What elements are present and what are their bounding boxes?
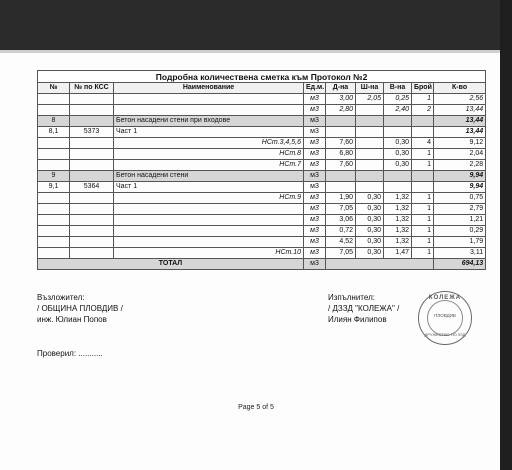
company-stamp	[418, 291, 472, 345]
cell-length: 7,05	[326, 204, 356, 215]
cell-no	[38, 226, 70, 237]
cell-no: 8,1	[38, 127, 70, 138]
cell-count	[412, 182, 434, 193]
cell-unit: м3	[304, 182, 326, 193]
table-header-row	[38, 83, 486, 94]
cell-quantity: 3,11	[434, 248, 486, 259]
cell-height	[384, 116, 412, 127]
cell-width: 0,30	[356, 204, 384, 215]
cell-unit: м3	[304, 226, 326, 237]
client-organization: / ОБЩИНА ПЛОВДИВ /	[37, 304, 123, 313]
cell-width	[356, 160, 384, 171]
cell-quantity: 1,21	[434, 215, 486, 226]
cell-length	[326, 182, 356, 193]
cell-quantity: 13,44	[434, 105, 486, 116]
cell-kss-no	[70, 204, 114, 215]
stamp-center-text: ПЛОВДИВ	[434, 313, 456, 318]
cell-no	[38, 193, 70, 204]
page-top-shadow	[0, 50, 500, 53]
cell-kss-no	[70, 226, 114, 237]
table-row	[38, 116, 486, 127]
table-row	[38, 193, 486, 204]
cell-length: 7,60	[326, 160, 356, 171]
cell-name: НСт.8	[114, 149, 304, 160]
table-row	[38, 248, 486, 259]
header-width: Ш-на	[356, 83, 384, 94]
cell-width	[356, 149, 384, 160]
cell-height: 0,30	[384, 138, 412, 149]
cell-width	[356, 116, 384, 127]
cell-kss-no	[70, 160, 114, 171]
table-row	[38, 160, 486, 171]
cell-count	[412, 171, 434, 182]
cell-count: 1	[412, 237, 434, 248]
cell-unit: м3	[304, 248, 326, 259]
cell-length	[326, 171, 356, 182]
table-title: Подробна количествена сметка към Протокол №2	[38, 71, 486, 83]
header-quantity: К-во	[434, 83, 486, 94]
cell-width: 0,30	[356, 215, 384, 226]
cell-kss-no	[70, 171, 114, 182]
cell-count: 2	[412, 105, 434, 116]
cell-count: 1	[412, 94, 434, 105]
cell-length: 2,80	[326, 105, 356, 116]
cell-name: НСт.9	[114, 193, 304, 204]
cell-width: 0,30	[356, 248, 384, 259]
contractor-person: Илиян Филипов	[328, 315, 387, 324]
cell-count	[412, 127, 434, 138]
client-label: Възложител:	[37, 293, 85, 302]
cell-unit: м3	[304, 138, 326, 149]
cell-name	[114, 215, 304, 226]
cell-name: Бетон насадени стени	[114, 171, 304, 182]
table-row	[38, 105, 486, 116]
cell-count	[412, 116, 434, 127]
cell-unit: м3	[304, 204, 326, 215]
cell-name: Част 1	[114, 182, 304, 193]
cell-unit: м3	[304, 193, 326, 204]
total-spacer	[326, 259, 434, 270]
cell-unit: м3	[304, 94, 326, 105]
table-row	[38, 215, 486, 226]
cell-no	[38, 237, 70, 248]
viewer-right-edge	[500, 0, 512, 470]
cell-no: 9,1	[38, 182, 70, 193]
cell-length	[326, 116, 356, 127]
cell-unit: м3	[304, 237, 326, 248]
cell-kss-no: 5364	[70, 182, 114, 193]
cell-kss-no	[70, 138, 114, 149]
stamp-top-text: КОЛЕЖА	[428, 295, 462, 301]
cell-kss-no	[70, 215, 114, 226]
stamp-bottom-text: ДРУЖЕСТВО ПО ЗЗД	[424, 332, 466, 337]
cell-quantity: 9,12	[434, 138, 486, 149]
cell-no: 9	[38, 171, 70, 182]
cell-no	[38, 160, 70, 171]
cell-kss-no: 5373	[70, 127, 114, 138]
table-row	[38, 237, 486, 248]
cell-quantity: 0,29	[434, 226, 486, 237]
viewer-top-bar	[0, 0, 512, 50]
table-row	[38, 127, 486, 138]
header-height: В-на	[384, 83, 412, 94]
cell-length	[326, 127, 356, 138]
total-unit: м3	[304, 259, 326, 270]
cell-height: 0,30	[384, 149, 412, 160]
cell-height	[384, 171, 412, 182]
cell-name: НСт.7	[114, 160, 304, 171]
cell-height	[384, 182, 412, 193]
cell-count: 1	[412, 149, 434, 160]
contractor-organization: / ДЗЗД "КОЛЕЖА" /	[328, 304, 400, 313]
table-row	[38, 138, 486, 149]
cell-no: 8	[38, 116, 70, 127]
cell-width: 0,30	[356, 237, 384, 248]
cell-no	[38, 105, 70, 116]
cell-no	[38, 94, 70, 105]
cell-name: НСт.10	[114, 248, 304, 259]
header-no: №	[38, 83, 70, 94]
estimate-table	[37, 70, 486, 270]
cell-count: 4	[412, 138, 434, 149]
cell-kss-no	[70, 149, 114, 160]
cell-count: 1	[412, 204, 434, 215]
cell-length: 7,05	[326, 248, 356, 259]
total-value: 694,13	[434, 259, 486, 270]
cell-quantity: 9,94	[434, 182, 486, 193]
cell-count: 1	[412, 248, 434, 259]
cell-quantity: 0,75	[434, 193, 486, 204]
cell-length: 6,80	[326, 149, 356, 160]
contractor-signature-block	[328, 292, 399, 325]
table-row	[38, 226, 486, 237]
cell-height: 2,40	[384, 105, 412, 116]
cell-height: 1,32	[384, 193, 412, 204]
header-unit: Ед.м.	[304, 83, 326, 94]
cell-quantity: 13,44	[434, 127, 486, 138]
cell-quantity: 2,56	[434, 94, 486, 105]
cell-width	[356, 171, 384, 182]
client-person: инж. Юлиан Попов	[37, 315, 107, 324]
table-row	[38, 204, 486, 215]
total-row	[38, 259, 486, 270]
page-number: Page 5 of 5	[238, 404, 274, 411]
cell-quantity: 1,79	[434, 237, 486, 248]
header-count: Брой	[412, 83, 434, 94]
cell-height: 1,32	[384, 215, 412, 226]
table-row	[38, 149, 486, 160]
cell-no	[38, 204, 70, 215]
cell-unit: м3	[304, 171, 326, 182]
cell-count: 1	[412, 160, 434, 171]
cell-no	[38, 138, 70, 149]
cell-count: 1	[412, 215, 434, 226]
cell-kss-no	[70, 237, 114, 248]
cell-quantity: 13,44	[434, 116, 486, 127]
cell-quantity: 2,04	[434, 149, 486, 160]
cell-name	[114, 105, 304, 116]
cell-unit: м3	[304, 105, 326, 116]
cell-height: 1,32	[384, 237, 412, 248]
cell-no	[38, 248, 70, 259]
stamp-inner-ring	[427, 300, 463, 336]
cell-name	[114, 237, 304, 248]
table-row	[38, 94, 486, 105]
cell-name	[114, 94, 304, 105]
header-length: Д-на	[326, 83, 356, 94]
cell-width: 0,30	[356, 226, 384, 237]
cell-length: 4,52	[326, 237, 356, 248]
cell-count: 1	[412, 193, 434, 204]
cell-length: 7,60	[326, 138, 356, 149]
cell-unit: м3	[304, 215, 326, 226]
table-row	[38, 171, 486, 182]
cell-height: 0,30	[384, 160, 412, 171]
cell-kss-no	[70, 248, 114, 259]
cell-height: 0,25	[384, 94, 412, 105]
cell-length: 3,06	[326, 215, 356, 226]
cell-no	[38, 149, 70, 160]
cell-height: 1,32	[384, 226, 412, 237]
cell-length: 1,90	[326, 193, 356, 204]
cell-unit: м3	[304, 149, 326, 160]
client-signature-block	[37, 292, 123, 325]
cell-kss-no	[70, 105, 114, 116]
cell-width: 2,05	[356, 94, 384, 105]
cell-quantity: 2,28	[434, 160, 486, 171]
cell-length: 0,72	[326, 226, 356, 237]
cell-name	[114, 204, 304, 215]
cell-name: Бетон насадени стени при входове	[114, 116, 304, 127]
cell-name	[114, 226, 304, 237]
cell-name: Част 1	[114, 127, 304, 138]
cell-width	[356, 138, 384, 149]
header-name: Наименование	[114, 83, 304, 94]
cell-kss-no	[70, 116, 114, 127]
cell-width: 0,30	[356, 193, 384, 204]
header-kss-no: № по КСС	[70, 83, 114, 94]
cell-width	[356, 182, 384, 193]
cell-count: 1	[412, 226, 434, 237]
table-row	[38, 182, 486, 193]
cell-unit: м3	[304, 116, 326, 127]
cell-unit: м3	[304, 127, 326, 138]
cell-quantity: 9,94	[434, 171, 486, 182]
cell-no	[38, 215, 70, 226]
cell-name: НСт.3,4,5,6	[114, 138, 304, 149]
cell-quantity: 2,79	[434, 204, 486, 215]
cell-unit: м3	[304, 160, 326, 171]
cell-kss-no	[70, 94, 114, 105]
total-label: ТОТАЛ	[38, 259, 304, 270]
cell-height: 1,47	[384, 248, 412, 259]
cell-width	[356, 105, 384, 116]
checked-by: Проверил: ...........	[37, 349, 103, 358]
contractor-label: Изпълнител:	[328, 293, 375, 302]
cell-length: 3,00	[326, 94, 356, 105]
cell-height	[384, 127, 412, 138]
cell-height: 1,32	[384, 204, 412, 215]
cell-width	[356, 127, 384, 138]
cell-kss-no	[70, 193, 114, 204]
